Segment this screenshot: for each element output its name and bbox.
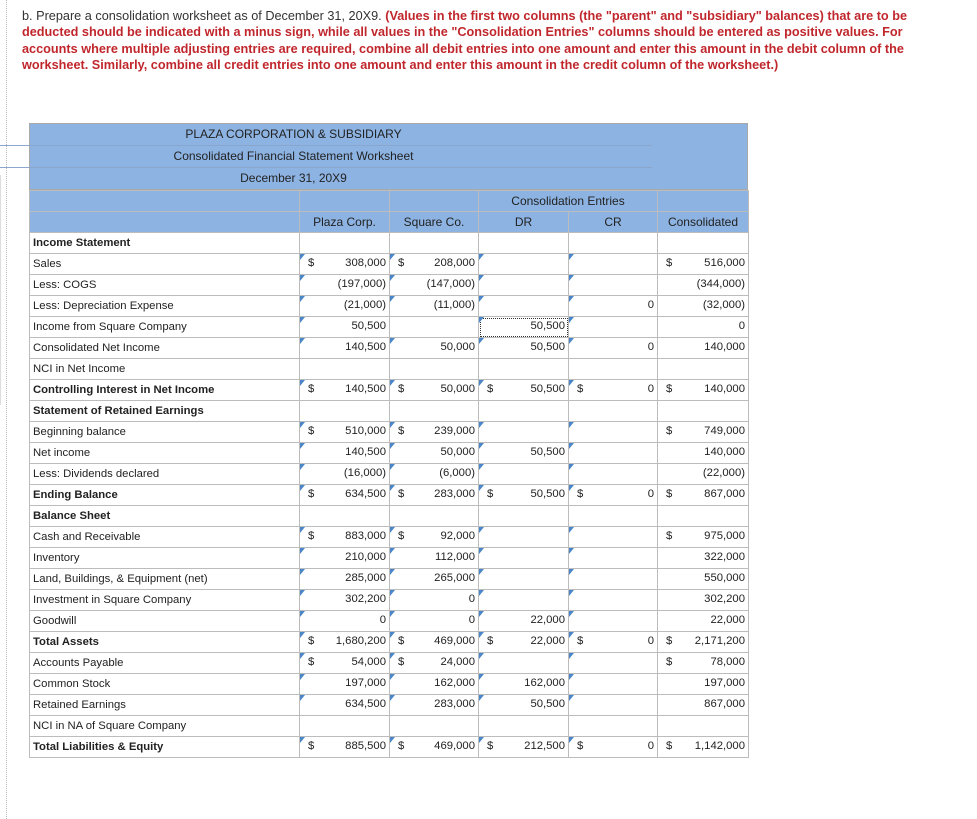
cell-value: 885,500 xyxy=(345,740,386,752)
cell-div-col3[interactable] xyxy=(479,464,569,485)
row-label-end: Ending Balance xyxy=(30,485,300,506)
row-label-ap: Accounts Payable xyxy=(30,653,300,674)
cell-dep-col4[interactable] xyxy=(569,296,658,317)
col-cr: CR xyxy=(569,212,658,233)
cell-tle-col2[interactable] xyxy=(390,737,479,758)
cell-netinc-col1[interactable] xyxy=(300,443,390,464)
cell-sales-col4[interactable] xyxy=(569,254,658,275)
cell-cons_ni-col2[interactable] xyxy=(390,338,479,359)
instructions xyxy=(22,8,942,74)
cell-gw-col4[interactable] xyxy=(569,611,658,632)
row-label-cogs: Less: COGS xyxy=(30,275,300,296)
cell-value: 140,500 xyxy=(345,341,386,353)
cell-value: (32,000) xyxy=(702,299,745,311)
table-row xyxy=(30,737,749,758)
cell-value: 867,000 xyxy=(704,698,745,710)
currency-sign: $ xyxy=(308,425,315,437)
row-label-tle: Total Liabilities & Equity xyxy=(30,737,300,758)
row-label-inc_sq: Income from Square Company xyxy=(30,317,300,338)
cell-value: 78,000 xyxy=(710,656,745,668)
cell-gw-col1[interactable] xyxy=(300,611,390,632)
cell-land-col1[interactable] xyxy=(300,569,390,590)
cell-value: 50,500 xyxy=(530,320,565,332)
cell-inc_sq-col3[interactable] xyxy=(479,317,569,338)
cell-dep-col2[interactable] xyxy=(390,296,479,317)
cell-value: 302,200 xyxy=(345,593,386,605)
cell-gw-col5 xyxy=(658,611,749,632)
cell-value: 92,000 xyxy=(440,530,475,542)
worksheet-subtitle: Consolidated Financial Statement Worksheet xyxy=(0,145,652,167)
table-row xyxy=(30,380,749,401)
cell-value: 749,000 xyxy=(704,425,745,437)
cell-value: 2,171,200 xyxy=(694,635,745,647)
cell-value: 162,000 xyxy=(524,677,565,689)
cell-netinc-col2[interactable] xyxy=(390,443,479,464)
cell-netinc-col3[interactable] xyxy=(479,443,569,464)
cell-tle-col5 xyxy=(658,737,749,758)
row-label-gw: Goodwill xyxy=(30,611,300,632)
cell-tle-col3[interactable] xyxy=(479,737,569,758)
table-row xyxy=(30,716,749,737)
cell-value: 0 xyxy=(647,341,654,353)
cell-value: (197,000) xyxy=(337,278,386,290)
cell-value: 212,500 xyxy=(524,740,565,752)
row-label-cs: Common Stock xyxy=(30,674,300,695)
cell-value: 0 xyxy=(647,383,654,395)
cell-gw-col3[interactable] xyxy=(479,611,569,632)
row-label-land: Land, Buildings, & Equipment (net) xyxy=(30,569,300,590)
cell-value: 302,200 xyxy=(704,593,745,605)
cell-nci_ni-col2 xyxy=(390,359,479,380)
cell-beg-col4[interactable] xyxy=(569,422,658,443)
cell-end-col1[interactable] xyxy=(300,485,390,506)
table-row xyxy=(30,569,749,590)
cell-div-col1[interactable] xyxy=(300,464,390,485)
currency-sign: $ xyxy=(398,383,405,395)
currency-sign: $ xyxy=(308,257,315,269)
row-label-ctrl: Controlling Interest in Net Income xyxy=(30,380,300,401)
section-balance: Balance Sheet xyxy=(30,506,300,527)
cell-land-col4[interactable] xyxy=(569,569,658,590)
cell-invsq-col4[interactable] xyxy=(569,590,658,611)
cell-value: (344,000) xyxy=(696,278,745,290)
cell-value: 516,000 xyxy=(704,257,745,269)
cell-value: 162,000 xyxy=(434,677,475,689)
table-row xyxy=(30,254,749,275)
cell-ctrl-col2[interactable] xyxy=(390,380,479,401)
worksheet-header xyxy=(29,123,748,190)
cell-beg-col3[interactable] xyxy=(479,422,569,443)
cell-value: 50,500 xyxy=(530,446,565,458)
worksheet-table xyxy=(29,190,749,758)
row-label-nci_ni: NCI in Net Income xyxy=(30,359,300,380)
cell-ap-col2[interactable] xyxy=(390,653,479,674)
cell-beg-col1[interactable] xyxy=(300,422,390,443)
currency-sign: $ xyxy=(666,656,673,668)
cell-ctrl-col5 xyxy=(658,380,749,401)
cell-value: 550,000 xyxy=(704,572,745,584)
cell-beg-col2[interactable] xyxy=(390,422,479,443)
cell-re-col2[interactable] xyxy=(390,695,479,716)
cell-cash-col3[interactable] xyxy=(479,527,569,548)
row-label-inv: Inventory xyxy=(30,548,300,569)
currency-sign: $ xyxy=(666,530,673,542)
table-row xyxy=(30,590,749,611)
cell-land-col3[interactable] xyxy=(479,569,569,590)
cell-inc_sq-col1[interactable] xyxy=(300,317,390,338)
table-row xyxy=(30,674,749,695)
row-label-ta: Total Assets xyxy=(30,632,300,653)
cell-value: (147,000) xyxy=(426,278,475,290)
cell-value: 0 xyxy=(738,320,745,332)
cell-cons_ni-col4[interactable] xyxy=(569,338,658,359)
cell-end-col4[interactable] xyxy=(569,485,658,506)
cell-inv-col1[interactable] xyxy=(300,548,390,569)
cell-nci_ni-col1 xyxy=(300,359,390,380)
table-row xyxy=(30,611,749,632)
worksheet-title: PLAZA CORPORATION & SUBSIDIARY xyxy=(185,127,402,141)
cell-inv-col2[interactable] xyxy=(390,548,479,569)
cell-value: 210,000 xyxy=(345,551,386,563)
table-row xyxy=(30,422,749,443)
table-row xyxy=(30,632,749,653)
currency-sign: $ xyxy=(398,635,405,647)
cell-invsq-col5 xyxy=(658,590,749,611)
cell-invsq-col1[interactable] xyxy=(300,590,390,611)
cell-value: 50,500 xyxy=(530,383,565,395)
instructions-bold: (Values in the first two columns (the "parent" and "subsidiary" balances) that are to be deducted should be indicated with a minus sign, while all values in the "Consolidation Entries" columns should be entered as positive values. For accounts where multiple adjusting entries are required, combine all debit entries into one amount and enter this amount in the debit column of the worksheet. Similarly, combine all credit entries into one amount and enter this amount in the credit column of the worksheet.) xyxy=(22,9,908,73)
cell-value: 112,000 xyxy=(435,551,475,563)
cell-tle-col1[interactable] xyxy=(300,737,390,758)
cell-ap-col1[interactable] xyxy=(300,653,390,674)
cell-land-col2[interactable] xyxy=(390,569,479,590)
cell-dep-col1[interactable] xyxy=(300,296,390,317)
currency-sign: $ xyxy=(666,425,673,437)
cell-end-col5 xyxy=(658,485,749,506)
currency-sign: $ xyxy=(398,740,405,752)
table-row xyxy=(30,653,749,674)
cell-value: 140,500 xyxy=(345,446,386,458)
worksheet-date: December 31, 20X9 xyxy=(0,167,652,189)
cell-sales-col1[interactable] xyxy=(300,254,390,275)
cell-value: 197,000 xyxy=(345,677,386,689)
cell-end-col2[interactable] xyxy=(390,485,479,506)
cell-land-col5 xyxy=(658,569,749,590)
cell-value: 283,000 xyxy=(434,698,475,710)
table-row xyxy=(30,317,749,338)
currency-sign: $ xyxy=(308,488,315,500)
cell-cons_ni-col5 xyxy=(658,338,749,359)
row-label-beg: Beginning balance xyxy=(30,422,300,443)
cell-re-col3[interactable] xyxy=(479,695,569,716)
cell-ta-col2[interactable] xyxy=(390,632,479,653)
cell-cs-col5 xyxy=(658,674,749,695)
row-label-dep: Less: Depreciation Expense xyxy=(30,296,300,317)
row-label-cons_ni: Consolidated Net Income xyxy=(30,338,300,359)
cell-inc_sq-col4[interactable] xyxy=(569,317,658,338)
table-row xyxy=(30,359,749,380)
cell-cash-col2[interactable] xyxy=(390,527,479,548)
cell-value: 54,000 xyxy=(351,656,386,668)
currency-sign: $ xyxy=(308,740,315,752)
cell-div-col4[interactable] xyxy=(569,464,658,485)
cell-cogs-col5 xyxy=(658,275,749,296)
cell-cogs-col1[interactable] xyxy=(300,275,390,296)
currency-sign: $ xyxy=(398,257,405,269)
cell-value: 50,500 xyxy=(530,341,565,353)
cell-value: 322,000 xyxy=(704,551,745,563)
cell-cogs-col4[interactable] xyxy=(569,275,658,296)
cell-nci_na-col2 xyxy=(390,716,479,737)
cell-value: 50,500 xyxy=(530,488,565,500)
cell-value: 867,000 xyxy=(704,488,745,500)
cell-value: 140,000 xyxy=(704,341,745,353)
cell-cash-col4[interactable] xyxy=(569,527,658,548)
cell-value: 50,500 xyxy=(530,698,565,710)
cell-cs-col1[interactable] xyxy=(300,674,390,695)
cell-ctrl-col4[interactable] xyxy=(569,380,658,401)
cell-netinc-col4[interactable] xyxy=(569,443,658,464)
cell-value: (21,000) xyxy=(343,299,386,311)
cell-nci_na-col4 xyxy=(569,716,658,737)
cell-nci_ni-col4 xyxy=(569,359,658,380)
cell-value: 22,000 xyxy=(710,614,745,626)
table-row xyxy=(30,527,749,548)
currency-sign: $ xyxy=(398,425,405,437)
table-row xyxy=(30,275,749,296)
cell-div-col5 xyxy=(658,464,749,485)
currency-sign: $ xyxy=(487,635,494,647)
table-row xyxy=(30,464,749,485)
currency-sign: $ xyxy=(577,635,584,647)
cell-value: 634,500 xyxy=(345,488,386,500)
currency-sign: $ xyxy=(577,488,584,500)
cell-div-col2[interactable] xyxy=(390,464,479,485)
cell-value: 265,000 xyxy=(434,572,475,584)
table-row xyxy=(30,548,749,569)
col-consolidated: Consolidated xyxy=(658,212,749,233)
cell-value: 0 xyxy=(647,740,654,752)
cell-value: 140,000 xyxy=(704,446,745,458)
cell-tle-col4[interactable] xyxy=(569,737,658,758)
row-label-div: Less: Dividends declared xyxy=(30,464,300,485)
cell-ap-col3[interactable] xyxy=(479,653,569,674)
cell-ta-col4[interactable] xyxy=(569,632,658,653)
cell-netinc-col5 xyxy=(658,443,749,464)
cell-cogs-col2[interactable] xyxy=(390,275,479,296)
cell-cs-col2[interactable] xyxy=(390,674,479,695)
cell-ctrl-col3[interactable] xyxy=(479,380,569,401)
cell-nci_ni-col5 xyxy=(658,359,749,380)
cell-value: 883,000 xyxy=(345,530,386,542)
cell-ta-col1[interactable] xyxy=(300,632,390,653)
currency-sign: $ xyxy=(308,383,315,395)
currency-sign: $ xyxy=(487,383,494,395)
instructions-lead: b. Prepare a consolidation worksheet as of December 31, 20X9. xyxy=(22,9,386,23)
left-margin-mark xyxy=(0,175,4,405)
row-label-netinc: Net income xyxy=(30,443,300,464)
cell-value: 50,500 xyxy=(351,320,386,332)
cell-end-col3[interactable] xyxy=(479,485,569,506)
cell-cash-col1[interactable] xyxy=(300,527,390,548)
currency-sign: $ xyxy=(308,635,315,647)
cell-value: 50,000 xyxy=(440,446,475,458)
currency-sign: $ xyxy=(308,530,315,542)
cell-invsq-col3[interactable] xyxy=(479,590,569,611)
cell-dep-col5 xyxy=(658,296,749,317)
cell-value: (6,000) xyxy=(439,467,475,479)
currency-sign: $ xyxy=(666,740,673,752)
currency-sign: $ xyxy=(308,656,315,668)
currency-sign: $ xyxy=(398,488,405,500)
row-label-sales: Sales xyxy=(30,254,300,275)
cell-value: 0 xyxy=(647,488,654,500)
cell-value: 308,000 xyxy=(345,257,386,269)
cell-value: 22,000 xyxy=(530,635,565,647)
cell-value: 0 xyxy=(647,299,654,311)
currency-sign: $ xyxy=(666,635,673,647)
cell-value: 140,000 xyxy=(704,383,745,395)
currency-sign: $ xyxy=(487,488,494,500)
section-retained: Statement of Retained Earnings xyxy=(30,401,300,422)
cell-cash-col5 xyxy=(658,527,749,548)
cell-cogs-col3[interactable] xyxy=(479,275,569,296)
cell-cons_ni-col3[interactable] xyxy=(479,338,569,359)
cell-sales-col3[interactable] xyxy=(479,254,569,275)
col-square-co: Square Co. xyxy=(390,212,479,233)
cell-ap-col4[interactable] xyxy=(569,653,658,674)
cell-value: 208,000 xyxy=(434,257,475,269)
col-dr: DR xyxy=(479,212,569,233)
cell-sales-col5 xyxy=(658,254,749,275)
cell-invsq-col2[interactable] xyxy=(390,590,479,611)
cell-value: 285,000 xyxy=(345,572,386,584)
currency-sign: $ xyxy=(666,383,673,395)
consolidation-worksheet xyxy=(29,123,748,758)
cell-value: 197,000 xyxy=(704,677,745,689)
cell-ap-col5 xyxy=(658,653,749,674)
currency-sign: $ xyxy=(666,257,673,269)
cell-value: 50,000 xyxy=(440,341,475,353)
cell-ctrl-col1[interactable] xyxy=(300,380,390,401)
cell-nci_ni-col3 xyxy=(479,359,569,380)
table-row xyxy=(30,338,749,359)
cell-value: 469,000 xyxy=(434,740,475,752)
cell-sales-col2[interactable] xyxy=(390,254,479,275)
cell-value: 975,000 xyxy=(704,530,745,542)
row-label-re: Retained Earnings xyxy=(30,695,300,716)
cell-dep-col3[interactable] xyxy=(479,296,569,317)
consolidation-entries-header: Consolidation Entries xyxy=(479,191,658,212)
cell-value: 510,000 xyxy=(345,425,386,437)
cell-value: 469,000 xyxy=(434,635,475,647)
cell-ta-col5 xyxy=(658,632,749,653)
cell-value: (16,000) xyxy=(343,467,386,479)
cell-inc_sq-col5 xyxy=(658,317,749,338)
cell-value: 50,000 xyxy=(440,383,475,395)
cell-value: 634,500 xyxy=(345,698,386,710)
row-label-cash: Cash and Receivable xyxy=(30,527,300,548)
cell-nci_na-col5 xyxy=(658,716,749,737)
row-label-nci_na: NCI in NA of Square Company xyxy=(30,716,300,737)
cell-nci_na-col3 xyxy=(479,716,569,737)
col-plaza-corp: Plaza Corp. xyxy=(300,212,390,233)
cell-value: (22,000) xyxy=(702,467,745,479)
row-label-invsq: Investment in Square Company xyxy=(30,590,300,611)
cell-re-col5 xyxy=(658,695,749,716)
currency-sign: $ xyxy=(577,740,584,752)
cell-value: 1,680,200 xyxy=(335,635,386,647)
currency-sign: $ xyxy=(666,488,673,500)
cell-value: 0 xyxy=(468,614,475,626)
table-row xyxy=(30,443,749,464)
table-row xyxy=(30,296,749,317)
cell-value: 24,000 xyxy=(440,656,475,668)
cell-value: (11,000) xyxy=(433,299,475,311)
cell-re-col4[interactable] xyxy=(569,695,658,716)
cell-value: 239,000 xyxy=(434,425,475,437)
currency-sign: $ xyxy=(487,740,494,752)
cell-value: 1,142,000 xyxy=(694,740,745,752)
cell-nci_na-col1 xyxy=(300,716,390,737)
table-row xyxy=(30,695,749,716)
cell-cons_ni-col1[interactable] xyxy=(300,338,390,359)
currency-sign: $ xyxy=(398,530,405,542)
cell-value: 140,500 xyxy=(345,383,386,395)
cell-value: 0 xyxy=(647,635,654,647)
table-row xyxy=(30,485,749,506)
cell-ta-col3[interactable] xyxy=(479,632,569,653)
cell-cs-col3[interactable] xyxy=(479,674,569,695)
cell-gw-col2[interactable] xyxy=(390,611,479,632)
cell-beg-col5 xyxy=(658,422,749,443)
cell-inv-col4[interactable] xyxy=(569,548,658,569)
cell-value: 0 xyxy=(468,593,475,605)
currency-sign: $ xyxy=(398,656,405,668)
cell-cs-col4[interactable] xyxy=(569,674,658,695)
cell-inv-col5 xyxy=(658,548,749,569)
section-income: Income Statement xyxy=(30,233,300,254)
currency-sign: $ xyxy=(577,383,584,395)
left-border xyxy=(6,0,7,819)
cell-value: 22,000 xyxy=(530,614,565,626)
cell-value: 283,000 xyxy=(434,488,475,500)
cell-value: 0 xyxy=(379,614,386,626)
cell-inv-col3[interactable] xyxy=(479,548,569,569)
cell-inc_sq-col2 xyxy=(390,317,479,338)
cell-re-col1[interactable] xyxy=(300,695,390,716)
